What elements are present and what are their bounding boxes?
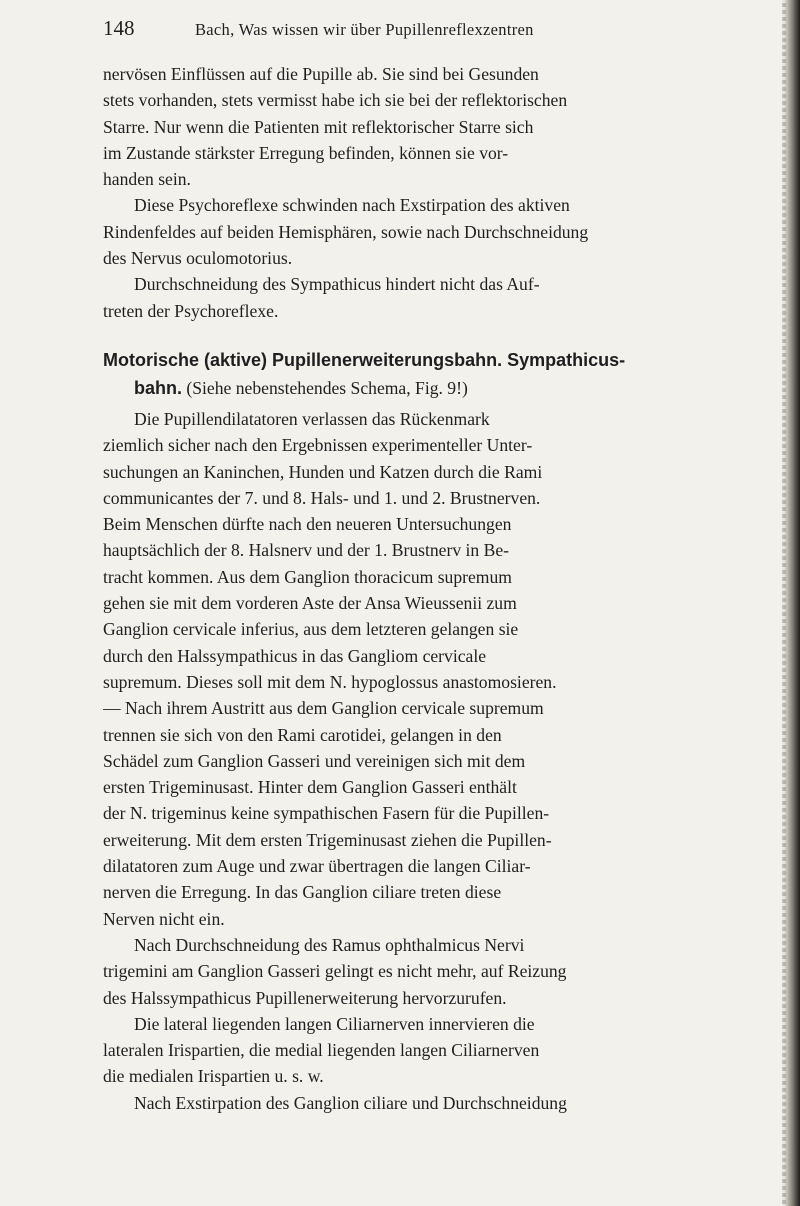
text-line: Ganglion cervicale inferius, aus dem letzteren gelangen sie [103,619,519,640]
text-line: lateralen Irispartien, die medial liegenden langen Ciliarnerven [103,1040,540,1061]
text-line: handen sein. [103,169,191,190]
text-line: Nach Exstirpation des Ganglion ciliare und Durchschneidung [134,1092,567,1113]
running-head [103,16,663,46]
running-title: Bach, Was wissen wir über Pupillenreflexzentren [195,20,534,39]
section-heading-line-2 [103,374,735,402]
paragraph-exstirpation [103,1090,735,1116]
section-heading [103,346,735,402]
text-line: supremum. Dieses soll mit dem N. hypoglossus anastomosieren. [103,671,557,692]
text-line: durch den Halssympathicus in das Gangliom cervicale [103,645,487,666]
section-heading-line-1: Motorische (aktive) Pupillenerweiterungsbahn. Sympathicus- [103,349,626,370]
text-line: Durchschneidung des Sympathicus hindert nicht das Auf- [134,274,540,295]
body-text [103,61,735,1116]
text-line: stets vorhanden, stets vermisst habe ich sie bei der reflektorischen [103,90,568,111]
section-heading-reference: (Siehe nebenstehendes Schema, Fig. 9!) [182,377,468,398]
paragraph-continuation [103,61,735,192]
paragraph-pupillendilatatoren [103,406,735,932]
text-line: suchungen an Kaninchen, Hunden und Katzen durch die Rami [103,461,543,482]
text-line: ersten Trigeminusast. Hinter dem Ganglion Gasseri enthält [103,777,517,798]
text-line: die medialen Irispartien u. s. w. [103,1066,324,1087]
text-line: Diese Psychoreflexe schwinden nach Exstirpation des aktiven [134,195,570,216]
text-line: Nach Durchschneidung des Ramus ophthalmicus Nervi [134,934,525,955]
paragraph-ramus-ophthalmicus [103,932,735,1011]
text-line: Die Pupillendilatatoren verlassen das Rückenmark [134,408,490,429]
text-line: — Nach ihrem Austritt aus dem Ganglion cervicale supremum [103,698,544,719]
book-binding-edge [782,0,800,1206]
text-line: der N. trigeminus keine sympathischen Fasern für die Pupillen- [103,803,550,824]
text-line: nerven die Erregung. In das Ganglion ciliare treten diese [103,882,502,903]
text-line: Die lateral liegenden langen Ciliarnerven innervieren die [134,1013,535,1034]
text-line: trigemini am Ganglion Gasseri gelingt es nicht mehr, auf Reizung [103,961,567,982]
text-line: gehen sie mit dem vorderen Aste der Ansa Wieussenii zum [103,593,517,614]
page-number: 148 [103,16,135,40]
text-line: dilatatoren zum Auge und zwar übertragen die langen Ciliar- [103,856,531,877]
text-line: treten der Psychoreflexe. [103,300,279,321]
section-heading-bold-tail: bahn. [134,377,182,398]
text-line: im Zustande stärkster Erregung befinden, können sie vor- [103,142,509,163]
text-line: ziemlich sicher nach den Ergebnissen experimenteller Unter- [103,435,533,456]
text-line: des Halssympathicus Pupillenerweiterung hervorzurufen. [103,987,507,1008]
text-line: tracht kommen. Aus dem Ganglion thoracicum supremum [103,566,512,587]
text-line: erweiterung. Mit dem ersten Trigeminusast ziehen die Pupillen- [103,829,552,850]
paragraph-psychoreflexe [103,192,735,271]
text-line: Starre. Nur wenn die Patienten mit reflektorischer Starre sich [103,116,534,137]
text-line: des Nervus oculomotorius. [103,248,293,269]
paragraph-sympathicus [103,271,735,324]
text-line: Schädel zum Ganglion Gasseri und vereinigen sich mit dem [103,750,526,771]
text-line: Nerven nicht ein. [103,908,225,929]
text-line: hauptsächlich der 8. Halsnerv und der 1. Brustnerv in Be- [103,540,510,561]
text-line: trennen sie sich von den Rami carotidei, gelangen in den [103,724,502,745]
text-line: Rindenfeldes auf beiden Hemisphären, sowie nach Durchschneidung [103,221,589,242]
text-line: communicantes der 7. und 8. Hals- und 1. und 2. Brustnerven. [103,487,541,508]
paragraph-ciliarnerven [103,1011,735,1090]
text-line: Beim Menschen dürfte nach den neueren Untersuchungen [103,514,512,535]
text-line: nervösen Einflüssen auf die Pupille ab. Sie sind bei Gesunden [103,64,539,84]
